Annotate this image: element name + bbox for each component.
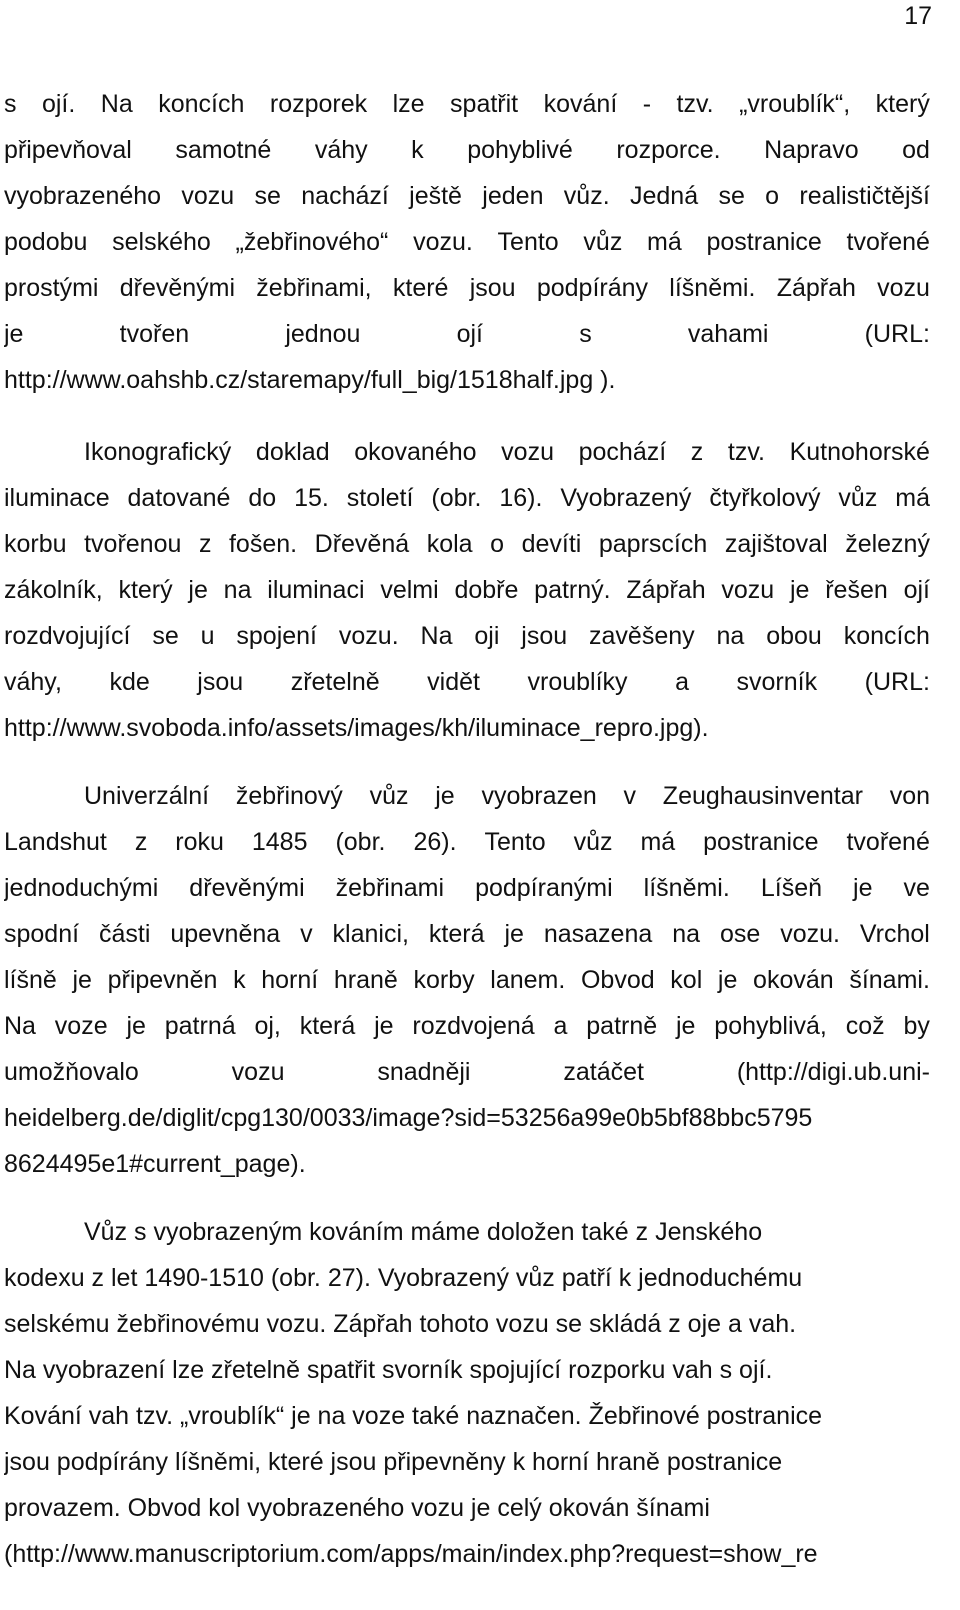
text-line: http://www.oahshb.cz/staremapy/full_big/1518half.jpg ).: [4, 366, 616, 394]
text-line: jsou podpírány líšněmi, které jsou připevněny k horní hraně postranice: [4, 1448, 783, 1476]
text-line: s ojí. Na koncích rozporek lze spatřit kování - tzv. „vroublík“, který: [4, 90, 930, 118]
text-line: podobu selského „žebřinového“ vozu. Tento vůz má postranice tvořené: [4, 228, 930, 256]
text-line: 8624495e1#current_page).: [4, 1150, 306, 1178]
text-line: Landshut z roku 1485 (obr. 26). Tento vůz má postranice tvořené: [4, 828, 930, 856]
text-line: Vůz s vyobrazeným kováním máme doložen také z Jenského: [84, 1218, 763, 1246]
text-line: (http://www.manuscriptorium.com/apps/main/index.php?request=show_re: [4, 1540, 818, 1568]
text-line: heidelberg.de/diglit/cpg130/0033/image?sid=53256a99e0b5bf88bbc5795: [4, 1104, 813, 1132]
text-line: spodní části upevněna v klanici, která je nasazena na ose vozu. Vrchol: [4, 920, 930, 948]
text-line: selskému žebřinovému vozu. Zápřah tohoto vozu se skládá z oje a vah.: [4, 1310, 797, 1338]
text-line: zákolník, který je na iluminaci velmi dobře patrný. Zápřah vozu je řešen ojí: [4, 576, 930, 604]
text-line: Na vyobrazení lze zřetelně spatřit svorník spojující rozporku vah s ojí.: [4, 1356, 773, 1384]
text-line: líšně je připevněn k horní hraně korby lanem. Obvod kol je okován šínami.: [4, 966, 930, 994]
text-line: připevňoval samotné váhy k pohyblivé rozporce. Napravo od: [4, 136, 930, 164]
text-line: kodexu z let 1490-1510 (obr. 27). Vyobrazený vůz patří k jednoduchému: [4, 1264, 803, 1292]
text-line: umožňovalo vozu snadněji zatáčet (http://digi.ub.uni-: [4, 1058, 930, 1086]
text-line: provazem. Obvod kol vyobrazeného vozu je celý okován šínami: [4, 1494, 710, 1522]
text-line: prostými dřevěnými žebřinami, které jsou podpírány líšněmi. Zápřah vozu: [4, 274, 930, 302]
text-line: Ikonografický doklad okovaného vozu pochází z tzv. Kutnohorské: [84, 438, 930, 466]
text-line: Kování vah tzv. „vroublík“ je na voze také naznačen. Žebřinové postranice: [4, 1402, 823, 1430]
text-line: vyobrazeného vozu se nachází ještě jeden vůz. Jedná se o realističtější: [4, 182, 930, 210]
text-line: Na voze je patrná oj, která je rozdvojená a patrně je pohyblivá, což by: [4, 1012, 930, 1040]
text-line: Univerzální žebřinový vůz je vyobrazen v Zeughausinventar von: [84, 782, 930, 810]
text-line: http://www.svoboda.info/assets/images/kh/iluminace_repro.jpg).: [4, 714, 709, 742]
text-line: iluminace datované do 15. století (obr. 16). Vyobrazený čtyřkolový vůz má: [4, 484, 930, 512]
text-line: jednoduchými dřevěnými žebřinami podpíranými líšněmi. Líšeň je ve: [4, 874, 930, 902]
page-number: 17: [904, 2, 932, 30]
text-line: rozdvojující se u spojení vozu. Na oji jsou zavěšeny na obou koncích: [4, 622, 930, 650]
text-line: korbu tvořenou z fošen. Dřevěná kola o devíti paprscích zajištoval železný: [4, 530, 930, 558]
text-line: váhy, kde jsou zřetelně vidět vroublíky a svorník (URL:: [4, 668, 930, 696]
text-line: je tvořen jednou ojí s vahami (URL:: [4, 320, 930, 348]
